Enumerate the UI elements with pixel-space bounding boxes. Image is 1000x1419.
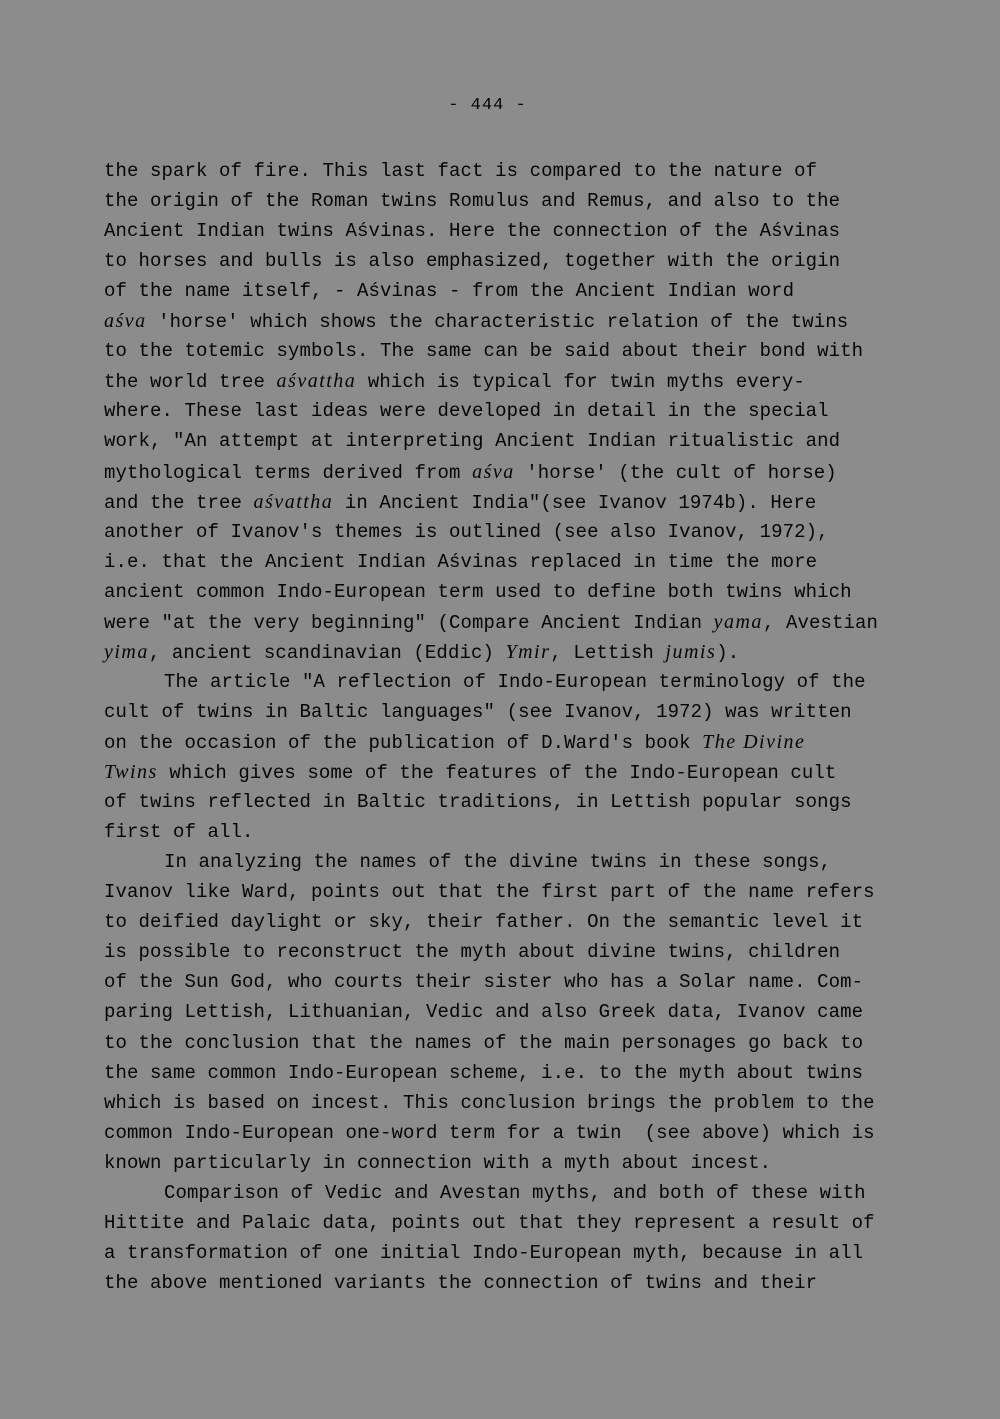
text-run: to deified daylight or sky, their father. On the semantic level it <box>104 911 864 934</box>
text-run: where. These last ideas were developed in detail in the special <box>104 400 829 423</box>
text-line <box>104 639 739 666</box>
text-line <box>104 1120 875 1146</box>
text-line <box>104 459 837 486</box>
text-run: Ivanov like Ward, points out that the first part of the name refers <box>104 881 875 904</box>
italic-term: aśva <box>472 460 515 483</box>
text-run: another of Ivanov's themes is outlined (see also Ivanov, 1972), <box>104 520 829 543</box>
text-line <box>104 819 254 845</box>
text-line <box>104 398 829 424</box>
text-run: and the tree <box>104 491 254 514</box>
text-run: common Indo-European one-word term for a twin (see above) which is <box>104 1121 875 1144</box>
text-line <box>104 278 794 304</box>
text-run: the origin of the Roman twins Romulus and Remus, and also to the <box>104 190 841 213</box>
text-run: the above mentioned variants the connection of twins and their <box>104 1271 818 1294</box>
page-number: - 444 - <box>448 96 527 115</box>
italic-term: Ymir <box>505 640 551 663</box>
text-line <box>104 759 836 786</box>
text-run: which is typical for twin myths every- <box>356 371 805 394</box>
text-run: ). <box>716 641 740 664</box>
text-line <box>104 1060 863 1086</box>
italic-term: aśvattha <box>253 490 334 513</box>
text-line <box>104 1270 817 1296</box>
text-line <box>104 428 840 454</box>
text-run: i.e. that the Ancient Indian Aśvinas replaced in time the more <box>104 550 818 573</box>
text-line <box>104 338 863 364</box>
text-line <box>104 1090 875 1116</box>
text-run: of twins reflected in Baltic traditions, in Lettish popular songs <box>104 791 852 814</box>
text-line <box>104 1150 771 1176</box>
text-line <box>164 669 866 695</box>
text-run: to the conclusion that the names of the main personages go back to <box>104 1031 864 1054</box>
text-run: , Avestian <box>762 611 878 634</box>
text-line <box>104 218 840 244</box>
text-run: Hittite and Palaic data, points out that they represent a result of <box>104 1211 875 1234</box>
text-line <box>104 519 829 545</box>
text-run: which gives some of the features of the Indo-European cult <box>157 762 837 784</box>
text-run: cult of twins in Baltic languages" (see Ivanov, 1972) was written <box>104 700 852 723</box>
italic-term: yima <box>104 640 149 663</box>
text-line <box>104 368 805 395</box>
text-run: in Ancient India"(see Ivanov 1974b). Here <box>333 491 817 514</box>
text-line <box>104 188 840 214</box>
italic-term: jumis <box>665 640 717 663</box>
text-run: mythological terms derived from <box>104 461 473 484</box>
text-run: on the occasion of the publication of D.Ward's book <box>104 732 703 754</box>
text-run: 'horse' (the cult of horse) <box>514 461 837 484</box>
italic-term: aśvattha <box>276 370 357 393</box>
text-run: ancient common Indo-European term used to define both twins which <box>104 580 852 603</box>
text-line <box>104 579 852 605</box>
text-run: to the totemic symbols. The same can be said about their bond with <box>104 340 864 363</box>
text-run: is possible to reconstruct the myth about divine twins, children <box>104 941 841 964</box>
text-run: 'horse' which shows the characteristic relation of the twins <box>146 311 849 334</box>
italic-term: yama <box>713 610 763 633</box>
text-line <box>104 308 848 335</box>
text-run: , ancient scandinavian (Eddic) <box>148 641 506 664</box>
italic-term: Twins <box>104 761 158 783</box>
text-run: Ancient Indian twins Aśvinas. Here the connection of the Aśvinas <box>104 220 841 243</box>
text-run: the spark of fire. This last fact is compared to the nature of <box>104 160 818 182</box>
text-run: Comparison of Vedic and Avestan myths, and both of these with <box>164 1181 866 1204</box>
text-run: of the Sun God, who courts their sister who has a Solar name. Com- <box>104 971 864 994</box>
text-line <box>104 489 816 516</box>
text-run: The article "A reflection of Indo-European terminology of the <box>164 670 866 693</box>
text-line <box>104 969 863 995</box>
text-line <box>104 1210 875 1236</box>
text-line <box>104 939 840 965</box>
text-line <box>104 729 805 756</box>
text-line <box>104 999 863 1025</box>
text-line <box>104 699 852 725</box>
italic-term: The Divine <box>702 731 806 753</box>
text-line <box>104 248 840 274</box>
text-run: were "at the very beginning" (Compare Ancient Indian <box>104 611 714 634</box>
text-line <box>104 1030 863 1056</box>
text-run: first of all. <box>104 821 254 844</box>
text-run: the world tree <box>104 371 277 394</box>
text-line <box>104 549 817 575</box>
text-line <box>164 849 831 875</box>
text-run: known particularly in connection with a myth about incest. <box>104 1151 772 1174</box>
text-line <box>104 158 817 184</box>
text-line <box>164 1180 866 1206</box>
text-line <box>104 789 852 815</box>
text-line <box>104 609 878 636</box>
text-line <box>104 909 863 935</box>
text-run: of the name itself, - Aśvinas - from the Ancient Indian word <box>104 280 795 303</box>
text-line <box>104 1240 863 1266</box>
italic-term: aśva <box>104 310 147 333</box>
text-run: paring Lettish, Lithuanian, Vedic and also Greek data, Ivanov came <box>104 1001 864 1024</box>
text-run: , Lettish <box>550 641 666 664</box>
text-line <box>104 879 875 905</box>
text-run: work, "An attempt at interpreting Ancient Indian ritualistic and <box>104 430 841 453</box>
text-run: the same common Indo-European scheme, i.e. to the myth about twins <box>104 1061 864 1084</box>
text-run: which is based on incest. This conclusion brings the problem to the <box>104 1091 875 1114</box>
text-run: a transformation of one initial Indo-European myth, because in all <box>104 1241 864 1264</box>
text-run: to horses and bulls is also emphasized, together with the origin <box>104 250 841 273</box>
text-run: In analyzing the names of the divine twins in these songs, <box>164 851 832 874</box>
